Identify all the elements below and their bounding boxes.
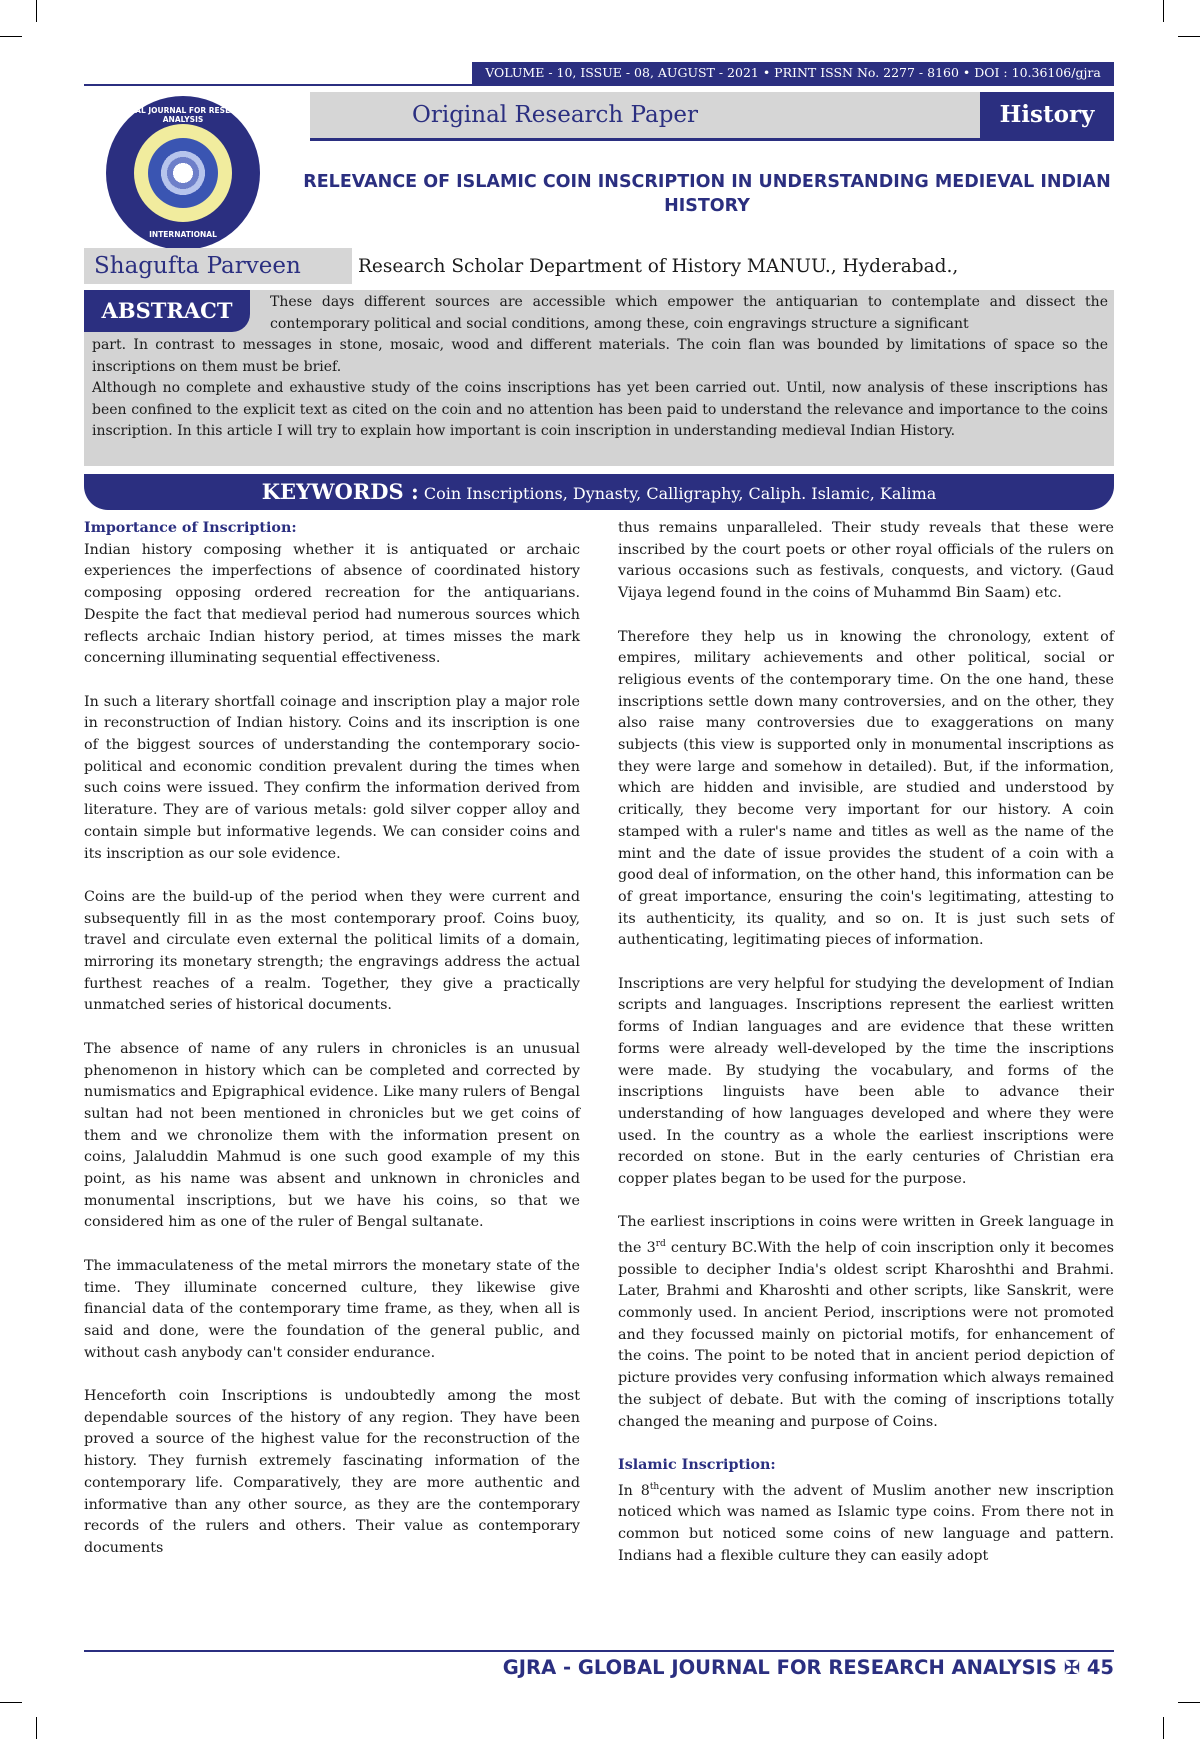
article-title: RELEVANCE OF ISLAMIC COIN INSCRIPTION IN UNDERSTANDING MEDIEVAL INDIAN HISTORY [303,172,1111,216]
author-affiliation: Research Scholar Department of History MANUU., Hyderabad., [358,256,959,277]
body-paragraph: Coins are the build-up of the period when they were current and subsequently fill in as the most contemporary proof. Coins buoy, travel and circulate even external the political limits of a domain, mirroring its monetary strength; the engravings address the actual furthest reaches of a realm. Together, they give a practically unmatched series of historical documents. [84,888,580,1014]
body-paragraph [618,1212,1114,1433]
abstract-first-lines [270,292,1108,335]
section-heading-islamic: Islamic Inscription: [618,1456,776,1473]
abstract-para1-cont: part. In contrast to messages in stone, mosaic, wood and different materials. The coin flan was bounded by limitations of space so the inscriptions on them must be brief. [92,337,1108,375]
journal-meta-strip: VOLUME - 10, ISSUE - 08, AUGUST - 2021 • PRINT ISSN No. 2277 - 8160 • DOI : 10.36106/gjra [472,62,1114,84]
crop-mark [1178,36,1200,37]
crop-mark [0,1702,22,1703]
body-paragraph: In such a literary shortfall coinage and inscription play a major role in reconstruction of Indian history. Coins and its inscription is one of the biggest sources of understanding the contemporary socio-political and economic condition prevalent during the times when such coins were issued. They confirm the information derived from literature. They are of various metals: gold silver copper alloy and contain simple but informative legends. We can consider coins and its inscription as our sole evidence. [84,693,580,862]
body-paragraph: Indian history composing whether it is antiquated or archaic experiences the imperfections of absence of coordinated history composing opposing ordered recreation for the antiquarians. Despite the fact that medieval period had numerous sources which reflects archaic Indian history period, at times misses the mark concerning illuminating sequential effectiveness. [84,541,580,667]
body-paragraph: The immaculateness of the metal mirrors the monetary state of the time. They illuminate concerned culture, they likewise give financial data of the contemporary time frame, as they, when all is said and done, were the foundation of the general public, and without cash anybody can't consider endurance. [84,1257,580,1361]
journal-logo [106,96,260,250]
author-name: Shagufta Parveen [94,253,301,279]
footer-ornament-icon: ✠ [1063,1656,1081,1679]
page-number: 45 [1086,1656,1114,1679]
body-paragraph: Therefore they help us in knowing the chronology, extent of empires, military achievements and other political, social or religious events of the contemporary time. On the one hand, these inscriptions settle down many controversies, and on the other, they also raise many controversies due to exaggerations on many subjects (this view is supported only in monumental inscriptions as they were large and somehow in detailed). But, if the information, which are hidden and invisible, are studied and understood by critically, they become very important for our history. A coin stamped with a ruler's name and titles as well as the name of the mint and the date of issue provides the student of a coin with a good deal of information, on the other hand, this information can be of great importance, ensuring the coin's legitimating, attesting to its authenticity, its quality, and so on. It is just such sets of authenticating, legitimating pieces of information. [618,628,1114,949]
ordinal-suffix: rd [655,1239,666,1250]
keywords [84,474,1114,510]
section-heading-importance: Importance of Inscription: [84,520,297,536]
logo-emblem [148,138,218,208]
crop-mark [0,36,22,37]
crop-mark [36,1717,37,1739]
text-run: century BC.With the help of coin inscription only it becomes possible to decipher India's oldest script Kharoshthi and Brahmi. Later, Brahmi and Kharoshti and other scripts, like Sanskrit, were commonly used. In ancient Period, inscriptions were not promoted and they focussed mainly on pictorial motifs, for enhancement of the coins. The point to be noted that in ancient period depiction of picture provides very confusing information which always remained the subject of debate. But with the coming of inscriptions totally changed the meaning and purpose of Coins. [618,1239,1114,1430]
abstract-para1: These days different sources are accessible which empower the antiquarian to contemplate and dissect the contemporary political and social conditions, among these, coin engravings structure a significant [270,294,1108,332]
body-paragraph: thus remains unparalleled. Their study reveals that these were inscribed by the court poets or other royal officials of the rulers on various occasions such as festivals, conquests, and victory. (Gaud Vijaya legend found in the coins of Muhammd Bin Saam) etc. [618,520,1114,602]
paper-type: Original Research Paper [412,102,699,128]
body-paragraph: The absence of name of any rulers in chronicles is an unusual phenomenon in history which can be completed and corrected by numismatics and Epigraphical evidence. Like many rulers of Bengal sultan had not been mentioned in chronicles but we get coins of them and we chronolize them with the information present on coins, Jalaluddin Mahmud is one such good example of my this point, as his name was absent and unknown in chronicles and monumental inscriptions, but we have his coins, so that we considered him as one of the ruler of Bengal sultanate. [84,1040,580,1231]
abstract-para2: Although no complete and exhaustive study of the coins inscriptions has yet been carried out. Until, now analysis of these inscriptions has been confined to the explicit text as cited on the coin and no attention has been paid to understand the relevance and importance to the coins inscription. In this article I will try to explain how important is coin inscription in understanding medieval Indian History. [92,380,1108,439]
page-footer [503,1656,1114,1679]
ordinal-suffix: th [649,1481,660,1492]
keywords-label: KEYWORDS : [261,479,419,504]
right-column [618,518,1114,1567]
band-rule [310,138,1114,141]
crop-mark [36,0,37,22]
body-paragraph: Henceforth coin Inscriptions is undoubtedly among the most dependable sources of the history of any region. They have been proved a source of the highest value for the reconstruction of the history. They furnish extremely fascinating information of the contemporary life. Comparatively, they are more authentic and informative than any other source, as they are the contemporary records of the rulers and others. Their value as contemporary documents [84,1388,580,1556]
crop-mark [1163,1717,1164,1739]
text-run: The earliest inscriptions in coins were written in Greek language in the 3 [618,1214,1114,1256]
crop-mark [1178,1702,1200,1703]
text-run: In 8 [618,1482,650,1499]
abstract-label: ABSTRACT [84,290,250,332]
left-column [84,518,580,1560]
footer-journal: GJRA - GLOBAL JOURNAL FOR RESEARCH ANALYSIS [502,1656,1057,1679]
body-paragraph [618,1477,1114,1568]
body-paragraph: Inscriptions are very helpful for studying the development of Indian scripts and languages. Inscriptions represent the earliest written forms of Indian languages and are evidence that these written forms were already well-developed by the time the inscriptions were made. By studying the vocabulary, and forms of the inscriptions linguists have been able to advance their understanding of how languages developed and where they were used. In the country as a whole the earliest inscriptions were recorded on stone. But in the early centuries of Christian era copper plates began to be used for the purpose. [618,975,1114,1188]
footer-rule [84,1650,1114,1652]
abstract-body [92,335,1108,443]
logo-text-top: GLOBAL JOURNAL FOR RESEARCH ANALYSIS [112,106,254,124]
logo-text-bottom: INTERNATIONAL [149,230,217,239]
keywords-value: Coin Inscriptions, Dynasty, Calligraphy, Caliph. Islamic, Kalima [423,484,937,503]
text-run: century with the advent of Muslim another new inscription noticed which was named as Islamic type coins. From there not in common but noticed some coins of new language and pattern. Indians had a flexible culture they can easily adopt [618,1482,1114,1564]
header-rule [84,84,1114,86]
crop-mark [1163,0,1164,22]
subject-badge: History [980,92,1114,138]
